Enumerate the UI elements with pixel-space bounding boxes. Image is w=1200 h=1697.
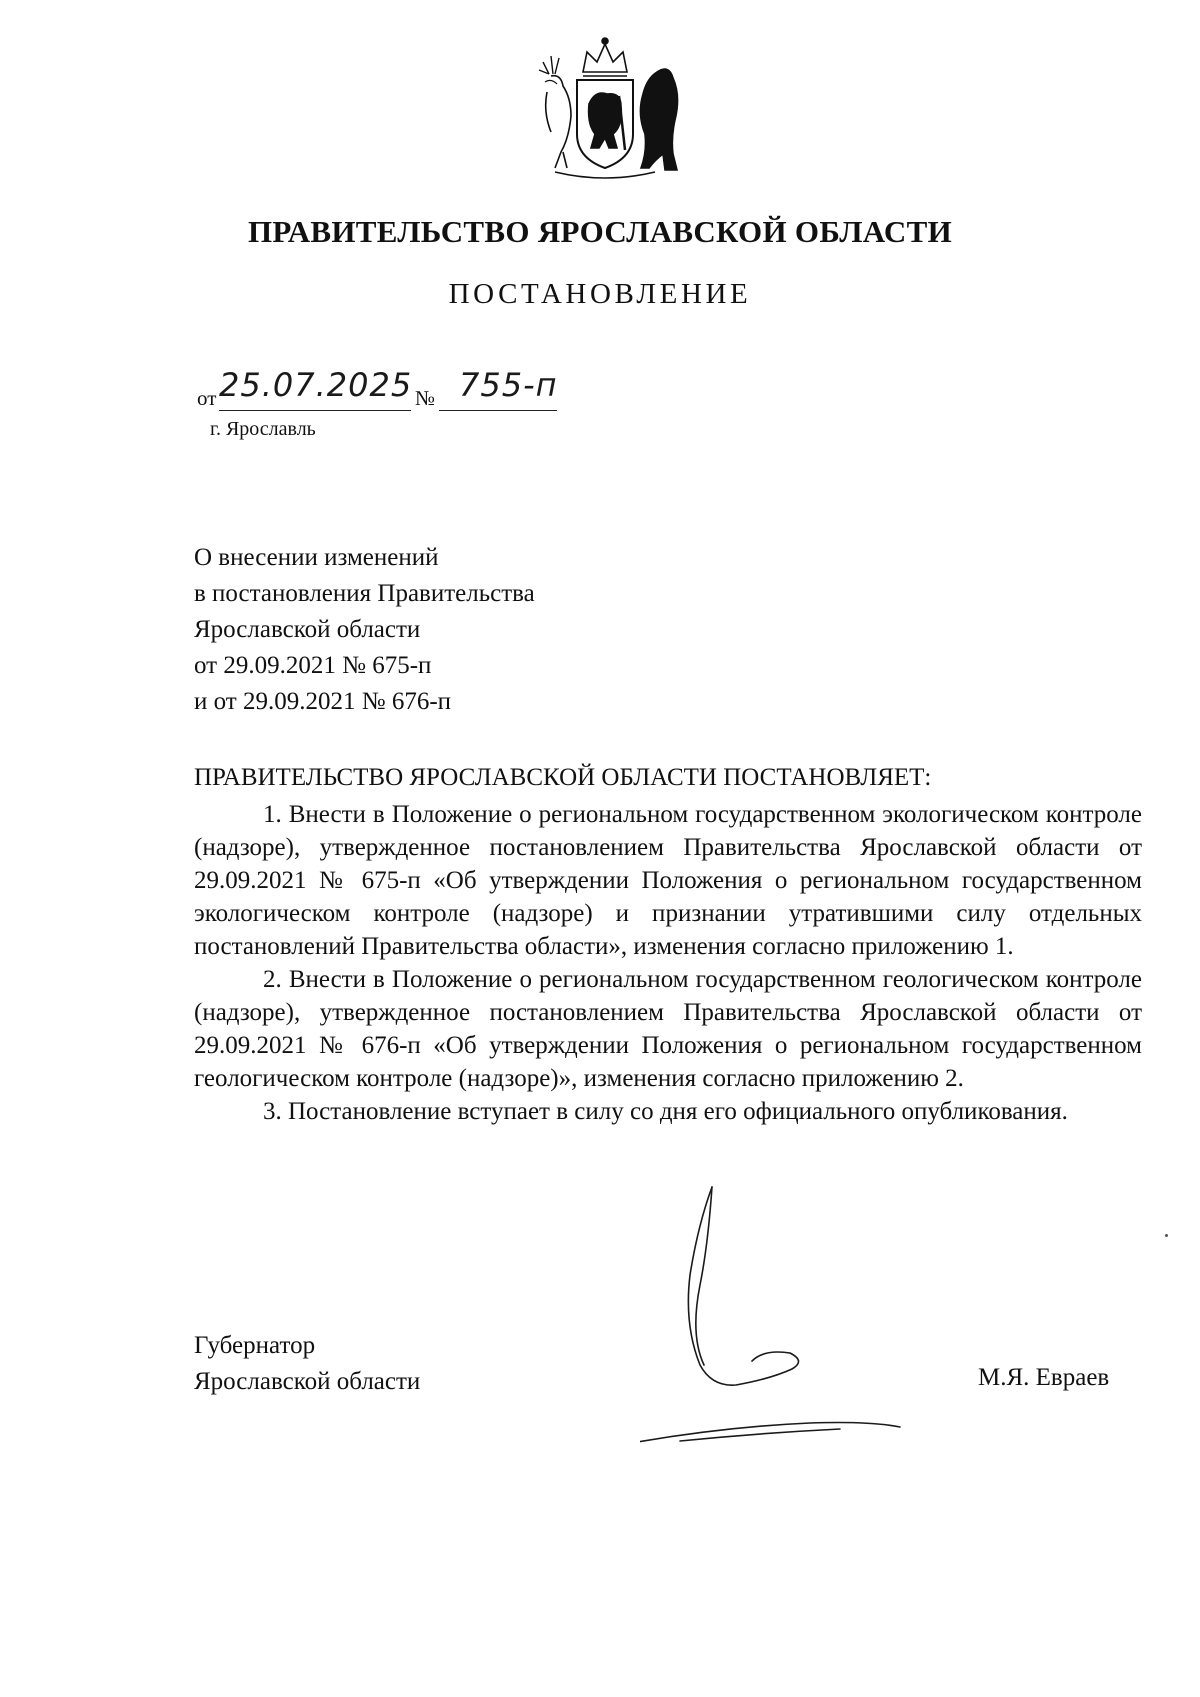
decree-item: 3. Постановление вступает в силу со дня его официального опубликования.	[263, 1098, 1068, 1125]
organization-title: ПРАВИТЕЛЬСТВО ЯРОСЛАВСКОЙ ОБЛАСТИ	[248, 214, 952, 249]
scan-speck	[1165, 1234, 1168, 1237]
registration-line	[197, 368, 617, 412]
document-subject	[194, 540, 535, 720]
coat-of-arms-icon	[525, 34, 685, 184]
number-value: 755-п	[459, 366, 558, 404]
subject-line: О внесении изменений	[194, 544, 439, 571]
decree-body	[194, 798, 1142, 1128]
number-prefix: №	[415, 386, 436, 410]
signatory-title	[194, 1328, 420, 1400]
subject-line: от 29.09.2021 № 675-п	[194, 652, 432, 679]
decree-heading: ПРАВИТЕЛЬСТВО ЯРОСЛАВСКОЙ ОБЛАСТИ ПОСТАНОВЛЯЕТ:	[194, 764, 932, 791]
date-underline	[219, 410, 411, 411]
date-value: 25.07.2025	[219, 366, 413, 404]
city: г. Ярославль	[210, 418, 316, 440]
signatory-title-line: Ярославской области	[194, 1368, 421, 1395]
handwritten-signature-icon	[640, 1165, 980, 1450]
signatory-name: М.Я. Евраев	[978, 1364, 1110, 1391]
date-prefix: от	[197, 386, 217, 410]
number-underline	[439, 410, 557, 411]
document-type: ПОСТАНОВЛЕНИЕ	[448, 278, 752, 310]
subject-line: в постановления Правительства	[194, 580, 535, 607]
signatory-title-line: Губернатор	[194, 1332, 316, 1359]
subject-line: и от 29.09.2021 № 676-п	[194, 688, 452, 715]
subject-line: Ярославской области	[194, 616, 421, 643]
decree-item: 1. Внести в Положение о региональном государственном экологическом контроле (надзоре), утвержденное постановлением Правительства Ярославской области от 29.09.2021 № 675-п «Об утверждении Положения о региональном государственном экологическом контроле (надзоре) и признании утратившими силу отдельных постановлений Правительства области», изменения согласно приложению 1.	[194, 801, 1142, 960]
decree-item: 2. Внести в Положение о региональном государственном геологическом контроле (надзоре), утвержденное постановлением Правительства Ярославской области от 29.09.2021 № 676-п «Об утверждении Положения о региональном государственном геологическом контроле (надзоре)», изменения согласно приложению 2.	[194, 966, 1142, 1092]
